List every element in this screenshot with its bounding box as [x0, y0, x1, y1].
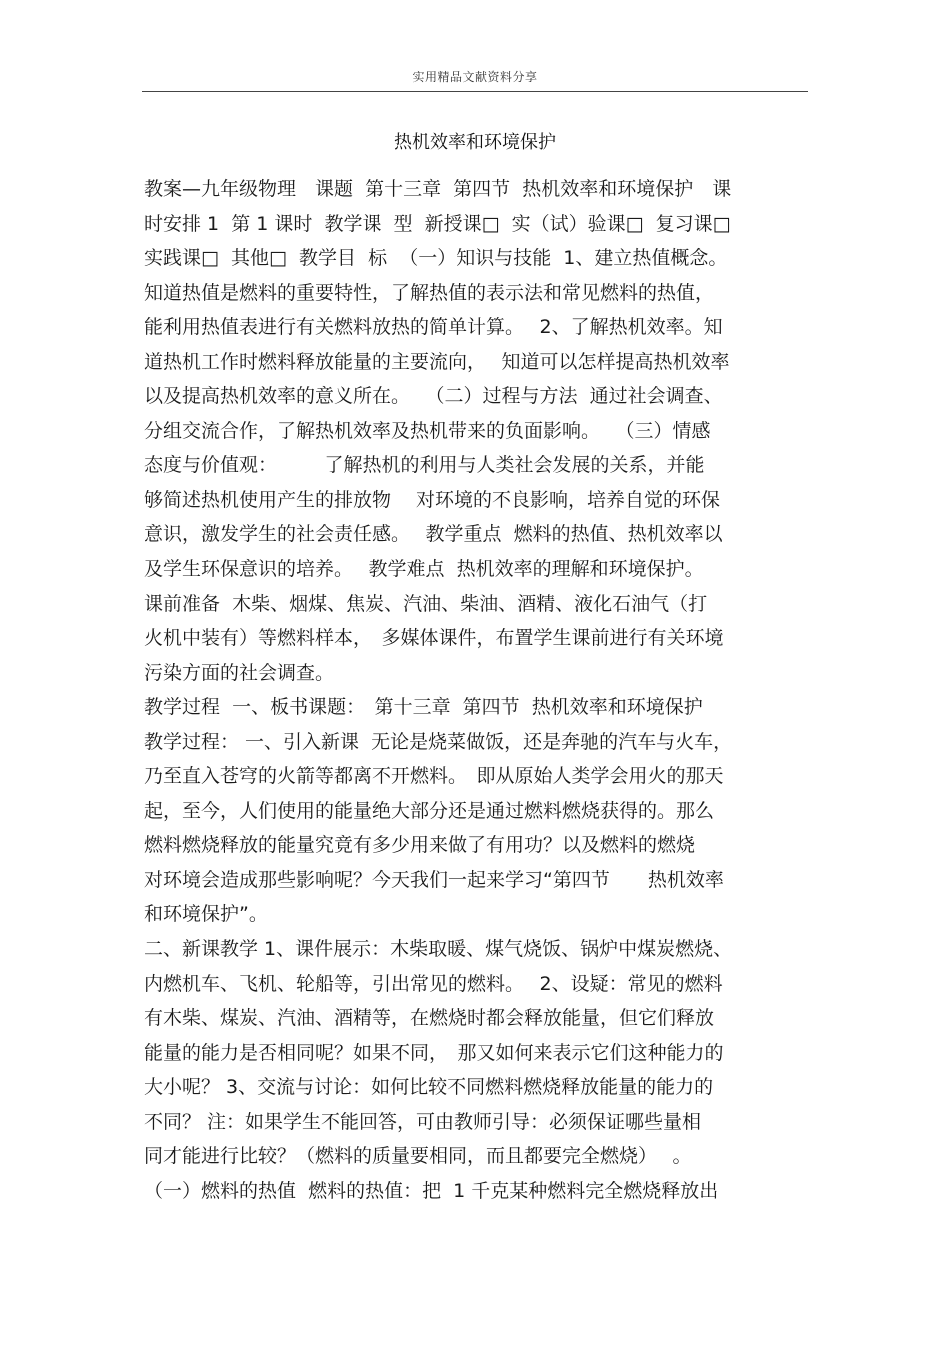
text-line: （一）燃料的热值 燃料的热值：把 1 千克某种燃料完全燃烧释放出: [144, 1179, 719, 1202]
text-line: 二、新课教学 1、课件展示：木柴取暖、煤气烧饭、锅炉中煤炭燃烧、: [144, 938, 733, 961]
text-line: 课前准备 木柴、烟煤、焦炭、汽油、柴油、酒精、液化石油气（打: [144, 592, 708, 615]
text-line: 分组交流合作，了解热机效率及热机带来的负面影响。 （三）情感: [144, 419, 711, 442]
text-line: 能利用热值表进行有关燃料放热的简单计算。 2、了解热机效率。知: [144, 316, 723, 339]
text-line: 时安排 1 第 1 课时 教学课 型 新授课□ 实（试）验课□ 复习课□: [144, 212, 731, 235]
text-line: 实践课□ 其他□ 教学目 标 （一）知识与技能 1、建立热值概念。: [144, 247, 728, 270]
text-line: 有木柴、煤炭、汽油、酒精等，在燃烧时都会释放能量，但它们释放: [144, 1007, 715, 1030]
text-line: 内燃机车、飞机、轮船等，引出常见的燃料。 2、设疑：常见的燃料: [144, 972, 723, 995]
text-line: 燃料燃烧释放的能量究竟有多少用来做了有用功？以及燃料的燃烧: [144, 834, 696, 857]
text-line: 知道热值是燃料的重要特性，了解热值的表示法和常见燃料的热值，: [144, 281, 715, 304]
page-header: 实用精品文献资料分享: [412, 70, 538, 84]
document-body: [144, 172, 804, 1208]
text-line: 大小呢？ 3、交流与讨论：如何比较不同燃料燃烧释放能量的能力的: [144, 1076, 714, 1099]
text-line: 及学生环保意识的培养。 教学难点 热机效率的理解和环境保护。: [144, 558, 704, 581]
text-line: 能量的能力是否相同呢？如果不同， 那又如何来表示它们这种能力的: [144, 1041, 724, 1064]
text-line: 对环境会造成那些影响呢？今天我们一起来学习“第四节 热机效率: [144, 868, 724, 891]
text-line: 态度与价值观： 了解热机的利用与人类社会发展的关系，并能: [144, 454, 705, 477]
text-line: 道热机工作时燃料释放能量的主要流向， 知道可以怎样提高热机效率: [144, 350, 730, 373]
text-line: 乃至直入苍穹的火箭等都离不开燃料。 即从原始人类学会用火的那天: [144, 765, 724, 788]
text-line: 污染方面的社会调查。: [144, 661, 335, 684]
text-line: 和环境保护”。: [144, 903, 268, 926]
text-line: 意识，激发学生的社会责任感。 教学重点 燃料的热值、热机效率以: [144, 523, 723, 546]
text-line: 够简述热机使用产生的排放物 对环境的不良影响，培养自觉的环保: [144, 488, 721, 511]
document-title: 热机效率和环境保护: [394, 132, 556, 153]
text-line: 以及提高热机效率的意义所在。 （二）过程与方法 通过社会调查、: [144, 385, 723, 408]
text-line: 教案—九年级物理 课题 第十三章 第四节 热机效率和环境保护 课: [144, 178, 732, 200]
text-line: 教学过程： 一、引入新课 无论是烧菜做饭，还是奔驰的汽车与火车，: [144, 730, 733, 753]
text-line: 不同？ 注：如果学生不能回答，可由教师引导：必须保证哪些量相: [144, 1110, 702, 1133]
text-line: 火机中装有）等燃料样本， 多媒体课件，布置学生课前进行有关环境: [144, 627, 724, 650]
text-line: 起，至今，人们使用的能量绝大部分还是通过燃料燃烧获得的。那么: [144, 799, 715, 822]
text-line: 教学过程 一、板书课题： 第十三章 第四节 热机效率和环境保护: [144, 696, 703, 719]
text-line: 同才能进行比较？（燃料的质量要相同，而且都要完全燃烧） 。: [144, 1145, 692, 1168]
header-divider: [142, 91, 808, 92]
